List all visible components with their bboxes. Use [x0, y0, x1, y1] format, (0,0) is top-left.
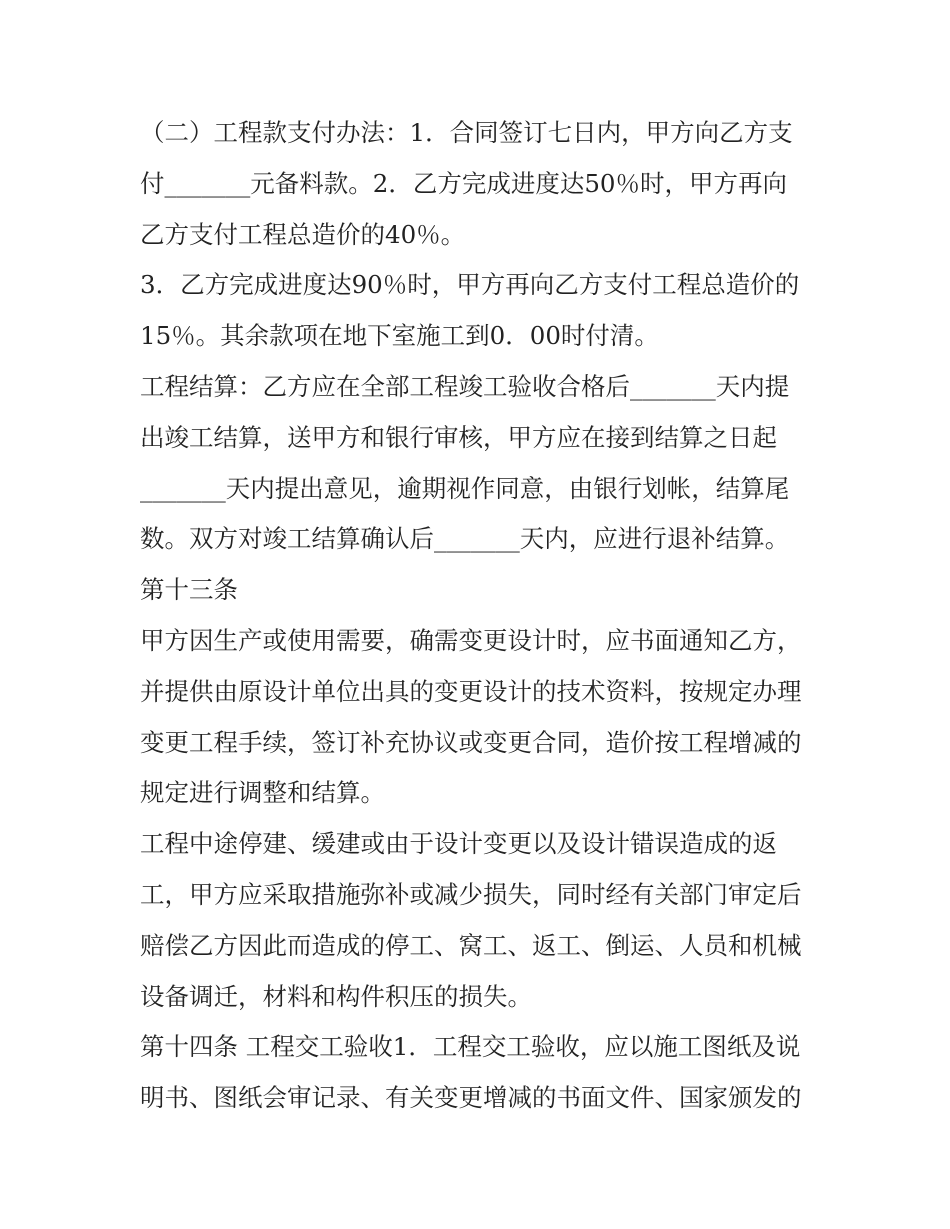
section-heading-13: 第十三条: [140, 575, 238, 605]
text-line: 工程中途停建、缓建或由于设计变更以及设计错误造成的返: [140, 829, 777, 859]
text-line: 3．乙方完成进度达90％时，甲方再向乙方支付工程总造价的: [140, 270, 800, 300]
contract-text: [140, 108, 820, 1124]
text-line: 乙方支付工程总造价的40％。: [140, 219, 466, 249]
text-line: 赔偿乙方因此而造成的停工、窝工、返工、倒运、人员和机械: [140, 930, 802, 960]
text-line: 15％。其余款项在地下室施工到0．00时付清。: [140, 321, 659, 351]
text-line: 出竣工结算，送甲方和银行审核，甲方应在接到结算之日起: [140, 422, 777, 452]
text-line: 工，甲方应采取措施弥补或减少损失，同时经有关部门审定后: [140, 879, 802, 909]
text-line: 变更工程手续，签订补充协议或变更合同，造价按工程增减的: [140, 727, 802, 757]
text-line: （二）工程款支付办法：1．合同签订七日内，甲方向乙方支: [140, 118, 793, 147]
text-line: 并提供由原设计单位出具的变更设计的技术资料，按规定办理: [140, 676, 802, 706]
text-line: 甲方因生产或使用需要，确需变更设计时，应书面通知乙方，: [140, 625, 802, 655]
section-heading-14: 第十四条 工程交工验收1．工程交工验收，应以施工图纸及说: [140, 1032, 801, 1062]
text-line: _______天内提出意见，逾期视作同意，由银行划帐，结算尾: [140, 473, 790, 503]
text-line: 规定进行调整和结算。: [140, 778, 385, 808]
text-line: 设备调迁，材料和构件积压的损失。: [140, 981, 532, 1011]
text-line: 工程结算：乙方应在全部工程竣工验收合格后_______天内提: [140, 371, 790, 401]
text-line: 付_______元备料款。2．乙方完成进度达50％时，甲方再向: [140, 168, 788, 198]
text-line: 明书、图纸会审记录、有关变更增减的书面文件、国家颁发的: [140, 1083, 802, 1113]
text-line: 数。双方对竣工结算确认后_______天内，应进行退补结算。: [140, 524, 790, 554]
